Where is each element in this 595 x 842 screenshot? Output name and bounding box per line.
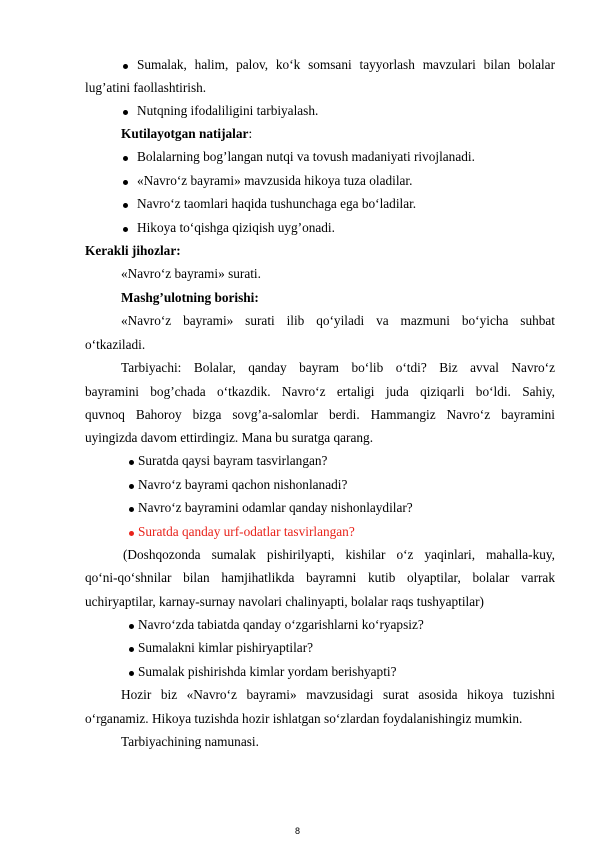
page-number: 8 bbox=[294, 826, 300, 836]
paragraph-line: uchiryaptilar, karnay-surnay navolari chalinyapti, bolalar raqs tushyaptilar) bbox=[85, 594, 484, 609]
bullet-icon bbox=[129, 460, 134, 465]
paragraph-line: uyingizda davom ettirdingiz. Mana bu suratga qarang. bbox=[85, 430, 374, 445]
bullet-icon bbox=[129, 507, 134, 512]
results-heading-colon: : bbox=[248, 126, 253, 141]
paragraph-line: o‘rganamiz. Hikoya tuzishda hozir ishlatgan so‘zlardan foydalanishingiz mumkin. bbox=[85, 711, 523, 726]
question-item-highlighted: Suratda qanday urf-odatlar tasvirlangan? bbox=[138, 524, 355, 539]
paragraph-line: quvnoq Bahoroy bizga sovg’a-salomlar berdi. Hammangiz Navro‘z bayramini bbox=[85, 407, 555, 422]
equipment-text: «Navro‘z bayrami» surati. bbox=[121, 266, 261, 281]
bullet-icon bbox=[123, 203, 128, 208]
result-item: Bolalarning bog’langan nutqi va tovush madaniyati rivojlanadi. bbox=[137, 149, 475, 164]
question-item: Navro‘zda tabiatda qanday o‘zgarishlarni ko‘ryapsiz? bbox=[138, 617, 424, 632]
goal-item-1-line-1: Sumalak, halim, palov, ko‘k somsani tayyorlash mavzulari bilan bolalar bbox=[137, 57, 555, 72]
question-item: Navro‘z bayrami qachon nishonlanadi? bbox=[138, 477, 348, 492]
result-item: «Navro‘z bayrami» mavzusida hikoya tuza oladilar. bbox=[137, 173, 413, 188]
question-item: Navro‘z bayramini odamlar qanday nishonlaydilar? bbox=[138, 500, 413, 515]
question-item: Sumalak pishirishda kimlar yordam berishyapti? bbox=[138, 664, 397, 679]
bullet-icon bbox=[129, 484, 134, 489]
bullet-icon bbox=[129, 647, 134, 652]
paragraph-line: «Navro‘z bayrami» surati ilib qo‘yiladi va mazmuni bo‘yicha suhbat bbox=[121, 313, 555, 328]
results-heading bbox=[121, 125, 555, 143]
paragraph-line: Tarbiyachining namunasi. bbox=[121, 734, 259, 749]
equipment-heading: Kerakli jihozlar: bbox=[85, 243, 181, 258]
bullet-icon bbox=[123, 180, 128, 185]
result-item: Navro‘z taomlari haqida tushunchaga ega bo‘ladilar. bbox=[137, 196, 417, 211]
question-item: Sumalakni kimlar pishiryaptilar? bbox=[138, 640, 314, 655]
bullet-icon bbox=[129, 671, 134, 676]
bullet-icon bbox=[123, 156, 128, 161]
bullet-icon bbox=[129, 624, 134, 629]
paragraph-line: o‘tkaziladi. bbox=[85, 337, 146, 352]
goal-item-1-line-2: lug’atini faollashtirish. bbox=[85, 80, 207, 95]
goal-item-2: Nutqning ifodaliligini tarbiyalash. bbox=[137, 103, 319, 118]
bullet-icon bbox=[123, 110, 128, 115]
result-item: Hikoya to‘qishga qiziqish uyg’onadi. bbox=[137, 220, 335, 235]
procedure-heading: Mashg’ulotning borishi: bbox=[121, 290, 259, 305]
results-heading-text: Kutilayotgan natijalar bbox=[121, 126, 249, 141]
bullet-icon bbox=[123, 227, 128, 232]
bullet-icon bbox=[129, 531, 134, 536]
paragraph-line: qo‘ni-qo‘shnilar bilan hamjihatlikda bayramni kutib olyaptilar, bolalar varrak bbox=[85, 570, 555, 585]
paragraph-line: Hozir biz «Navro‘z bayrami» mavzusidagi surat asosida hikoya tuzishni bbox=[121, 687, 555, 702]
paragraph-line: bayramini bog’chada o‘tkazdik. Navro‘z ertaligi juda qiziqarli bo‘ldi. Sahiy, bbox=[85, 384, 555, 399]
paragraph-line: Tarbiyachi: Bolalar, qanday bayram bo‘lib o‘tdi? Biz avval Navro‘z bbox=[121, 360, 555, 375]
bullet-icon bbox=[123, 64, 128, 69]
paragraph-line: (Doshqozonda sumalak pishirilyapti, kishilar o‘z yaqinlari, mahalla-kuy, bbox=[123, 547, 555, 562]
question-item: Suratda qaysi bayram tasvirlangan? bbox=[138, 453, 328, 468]
